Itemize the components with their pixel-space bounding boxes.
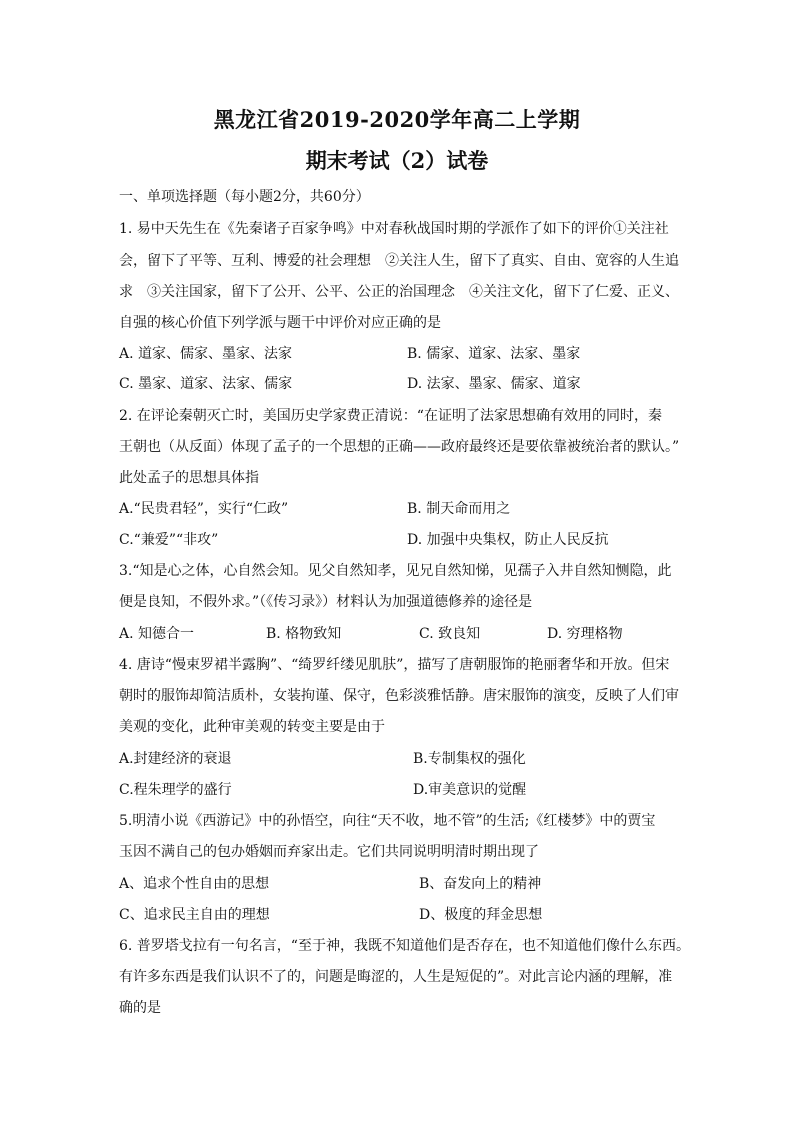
q6-stem-line-2: 有许多东西是我们认识不了的，问题是晦涩的，人生是短促的”。对此言论内涵的理解，准: [119, 969, 673, 985]
q3-option-c: C. 致良知: [419, 626, 481, 642]
q1-option-d: D. 法家、墨家、儒家、道家: [407, 376, 581, 392]
q4-option-d: D.审美意识的觉醒: [413, 782, 527, 798]
q4-option-b: B.专制集权的强化: [413, 751, 526, 767]
q1-stem-line-4: 自强的核心价值下列学派与题干中评价对应正确的是: [119, 315, 441, 331]
q5-stem-line-2: 玉因不满自己的包办婚姻而弃家出走。它们共同说明明清时期出现了: [119, 844, 539, 860]
q6-stem-line-1: 6. 普罗塔戈拉有一句名言，“至于神，我既不知道他们是否存在，也不知道他们像什么东西。: [119, 938, 690, 954]
q2-option-a: A.“民贵君轻”，实行“仁政”: [119, 501, 289, 517]
q6-stem-line-3: 确的是: [119, 1000, 161, 1016]
q2-stem-line-2: 王朝也（从反面）体现了孟子的一个思想的正确——政府最终还是要依靠被统治者的默认。”: [119, 439, 680, 455]
section-heading: 一、单项选择题（每小题2分，共60分）: [119, 189, 370, 205]
q5-option-c: C、追求民主自由的理想: [119, 907, 270, 923]
q5-stem-line-1: 5.明清小说《西游记》中的孙悟空，向往“天不收，地不管”的生活;《红楼梦》中的贾宝: [119, 813, 656, 829]
q1-stem-line-3: 求 ③关注国家，留下了公开、公平、公正的治国理念 ④关注文化，留下了仁爱、正义、: [119, 284, 679, 300]
q4-stem-line-2: 朝时的服饰却简洁质朴，女装拘谨、保守，色彩淡雅恬静。唐宋服饰的演变，反映了人们审: [119, 688, 679, 704]
q2-option-b: B. 制天命而用之: [407, 501, 511, 517]
q4-stem-line-1: 4. 唐诗“慢束罗裙半露胸”、“绮罗纤缕见肌肤”，描写了唐朝服饰的艳丽奢华和开放。但宋: [119, 657, 670, 673]
q2-option-c: C.“兼爱”“非攻”: [119, 532, 219, 548]
q3-option-b: B. 格物致知: [266, 626, 342, 642]
exam-subtitle: 期末考试（2）试卷: [305, 148, 489, 173]
q5-option-d: D、极度的拜金思想: [419, 907, 543, 923]
q2-stem-line-3: 此处孟子的思想具体指: [119, 470, 259, 486]
q3-stem-line-2: 便是良知，不假外求。”（《传习录》）材料认为加强道德修养的途径是: [119, 594, 533, 610]
q1-stem-line-1: 1. 易中天先生在《先秦诸子百家争鸣》中对春秋战国时期的学派作了如下的评价①关注社: [119, 221, 669, 237]
q5-option-b: B、奋发向上的精神: [419, 876, 542, 892]
q4-stem-line-3: 美观的变化，此种审美观的转变主要是由于: [119, 719, 385, 735]
q3-option-d: D. 穷理格物: [547, 626, 623, 642]
q1-option-b: B. 儒家、道家、法家、墨家: [407, 346, 581, 362]
q3-stem-line-1: 3.“知是心之体，心自然会知。见父自然知孝，见兄自然知悌，见孺子入井自然知恻隐，此: [119, 563, 672, 579]
q1-option-c: C. 墨家、道家、法家、儒家: [119, 376, 293, 392]
q3-option-a: A. 知德合一: [119, 626, 195, 642]
q1-stem-line-2: 会，留下了平等、互利、博爱的社会理想 ②关注人生，留下了真实、自由、宽容的人生追: [119, 253, 679, 269]
exam-title: 黑龙江省2019-2020学年高二上学期: [213, 107, 581, 132]
q1-option-a: A. 道家、儒家、墨家、法家: [119, 346, 293, 362]
q4-option-c: C.程朱理学的盛行: [119, 782, 232, 798]
q2-option-d: D. 加强中央集权，防止人民反抗: [407, 532, 609, 548]
q5-option-a: A、追求个性自由的思想: [119, 876, 270, 892]
q4-option-a: A.封建经济的衰退: [119, 751, 232, 767]
q2-stem-line-1: 2. 在评论秦朝灭亡时，美国历史学家费正清说：“在证明了法家思想确有效用的同时，秦: [119, 408, 662, 424]
